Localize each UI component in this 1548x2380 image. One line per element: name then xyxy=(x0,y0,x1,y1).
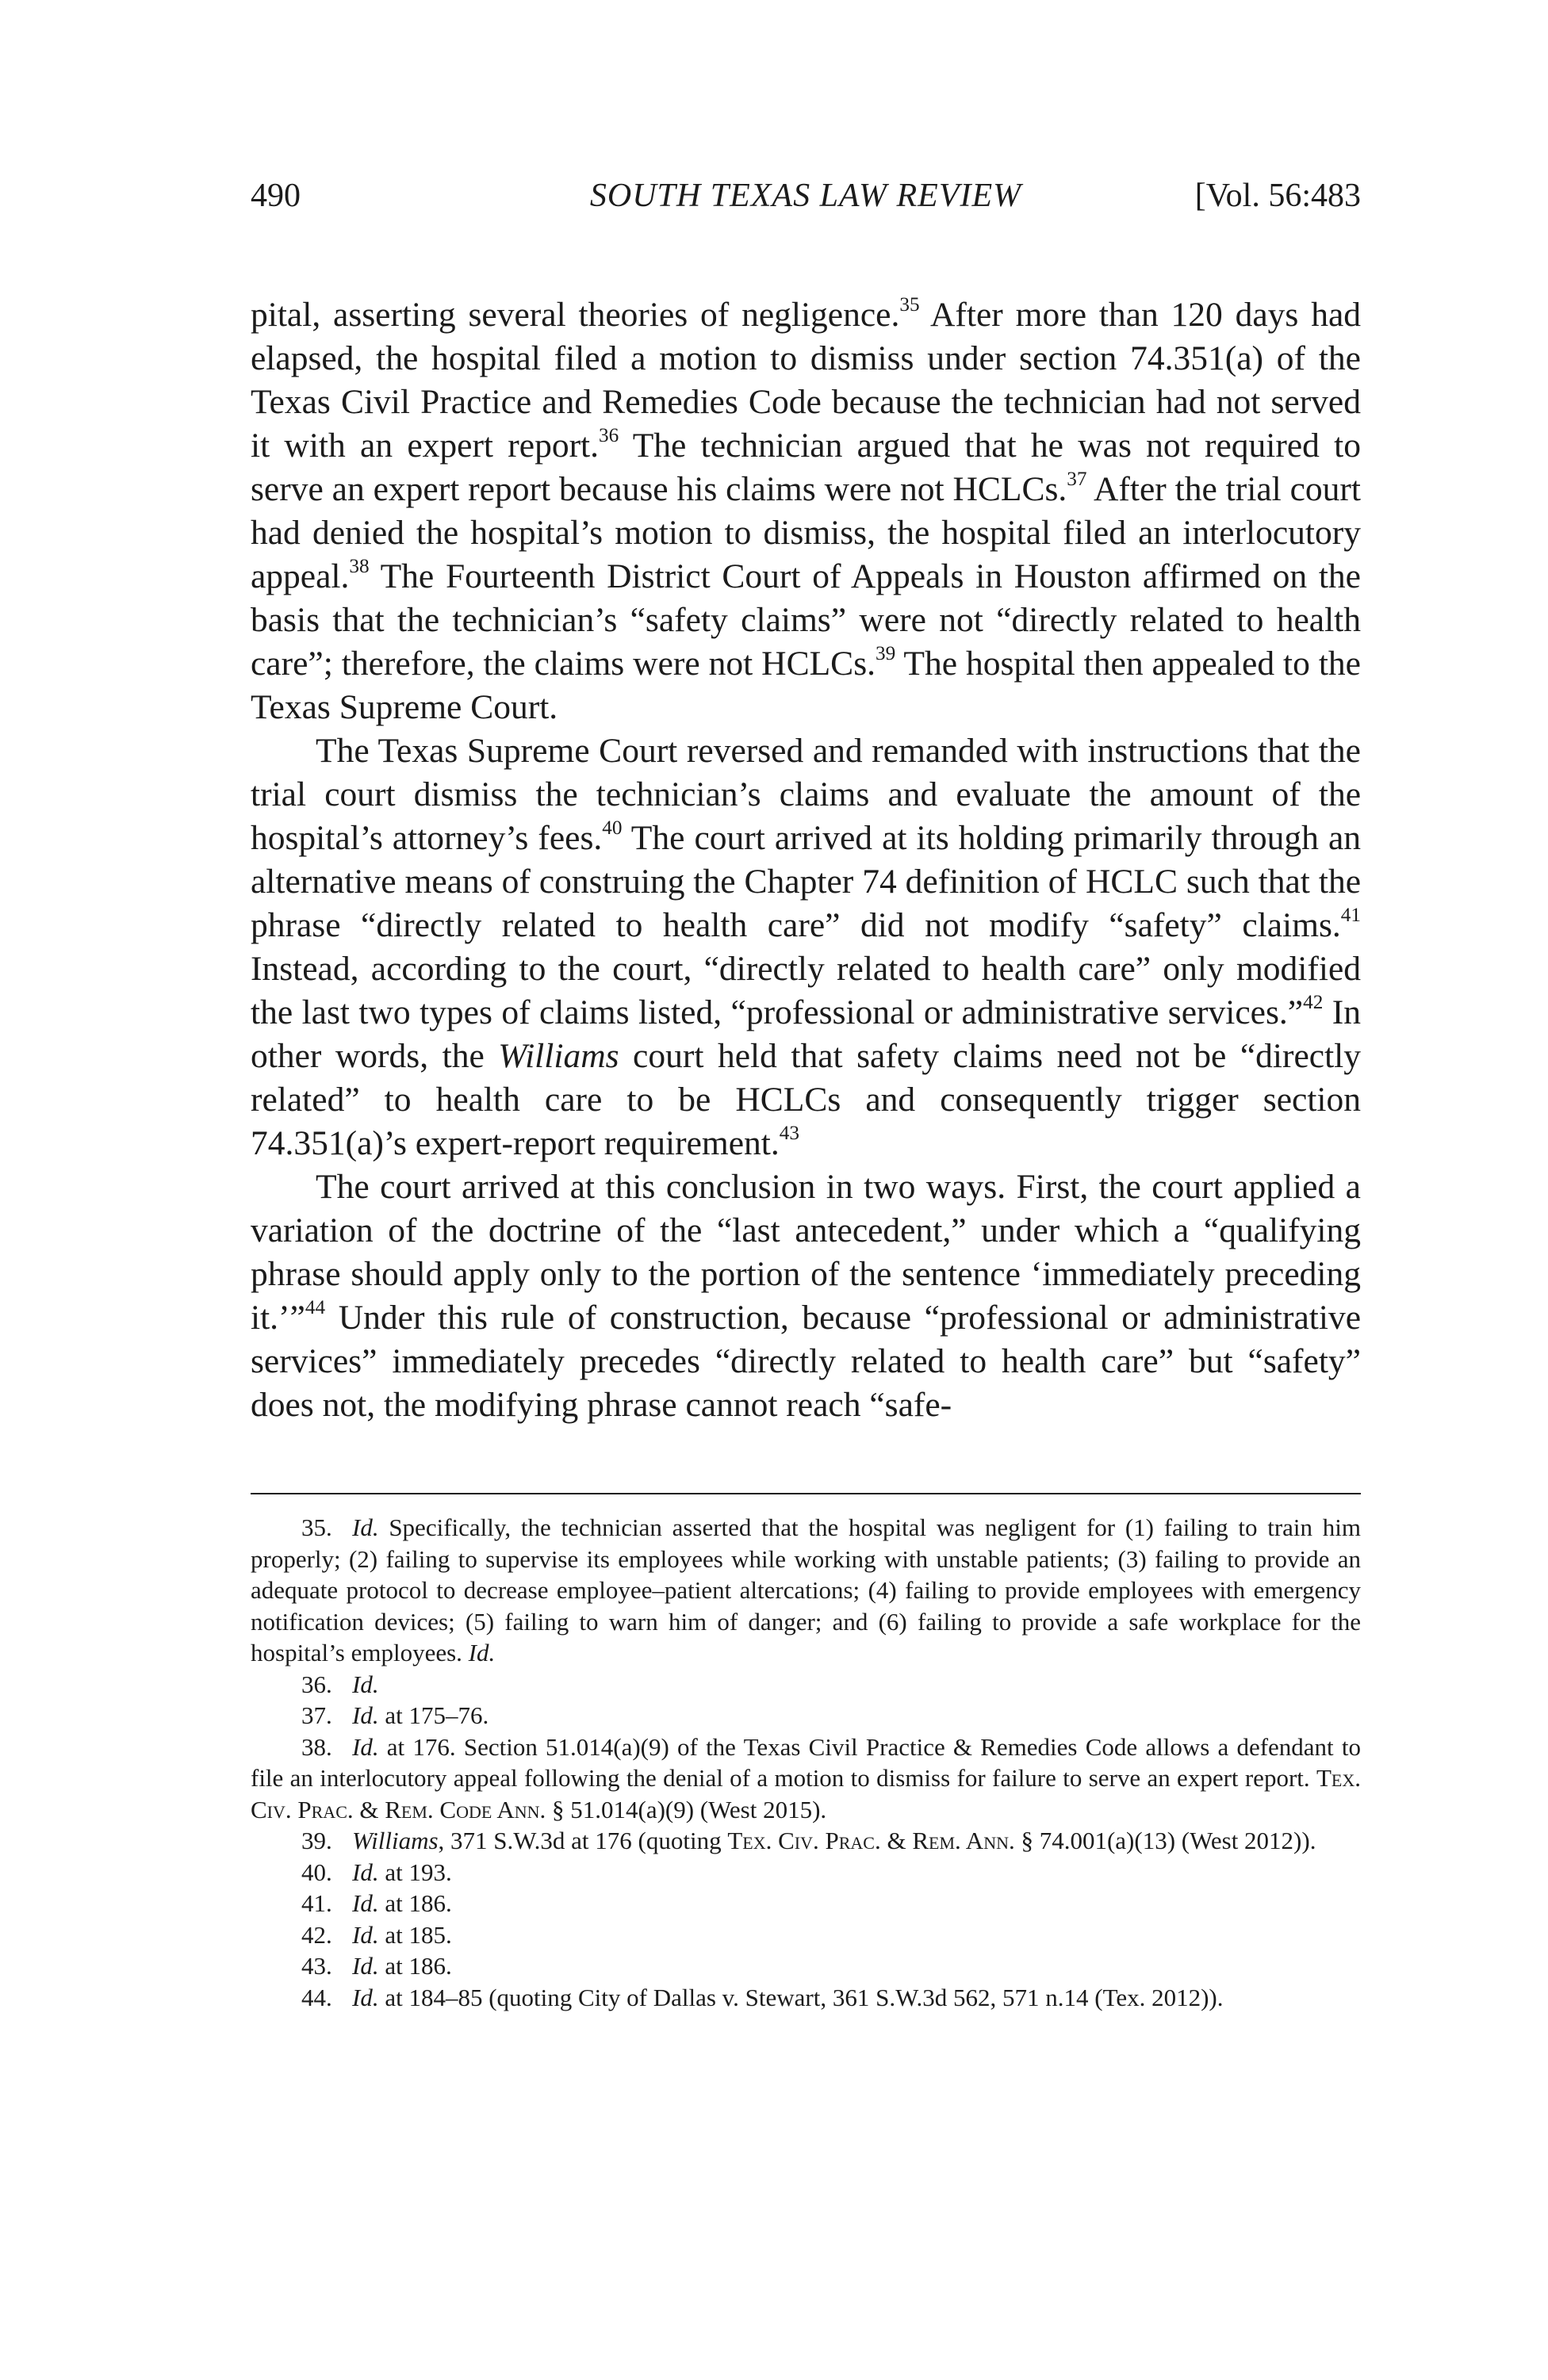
footnote-text: at 176. Section 51.014(a)(9) of the Texas Civil Practice & Remedies Code allows a defendant to file an interlocutory appeal following the denial of a motion to dismiss for failure to serve an expert report. xyxy=(251,1732,1361,1792)
footnote-number: 39. xyxy=(301,1827,332,1854)
footnote-ref-44[interactable]: 44 xyxy=(305,1297,326,1319)
id-signal: Id. xyxy=(352,1983,379,2011)
paragraph-3 xyxy=(251,1165,1361,1427)
id-signal: Id. xyxy=(352,1889,379,1917)
page-number: 490 xyxy=(251,178,301,214)
footnote-text: at 184–85 (quoting City of Dallas v. Stewart, 361 S.W.3d 562, 571 n.14 (Tex. 2012)). xyxy=(378,1983,1224,2011)
paragraph-2 xyxy=(251,729,1361,1165)
footnote-text: at 175–76. xyxy=(378,1701,489,1729)
id-signal: Id. xyxy=(352,1920,379,1949)
footnote-39 xyxy=(251,1825,1361,1857)
footnote-38 xyxy=(251,1731,1361,1826)
footnote-number: 42. xyxy=(301,1920,332,1949)
id-signal: Id. xyxy=(352,1952,379,1980)
footnote-44 xyxy=(251,1982,1361,2014)
paragraph-1 xyxy=(251,293,1361,729)
footnote-36 xyxy=(251,1669,1361,1701)
footnote-number: 35. xyxy=(301,1513,332,1541)
footnote-35 xyxy=(251,1512,1361,1669)
footnote-divider xyxy=(251,1493,1361,1494)
footnote-ref-37[interactable]: 37 xyxy=(1067,469,1087,491)
footnote-text: at 186. xyxy=(378,1889,452,1917)
footnote-42 xyxy=(251,1919,1361,1951)
text-run: Under this rule of construction, because “professional or administrative services” immediately precedes “directly related to health care” but “safety” does not, the modifying phrase cannot reach “safe- xyxy=(251,1299,1361,1424)
id-signal: Id. xyxy=(352,1732,379,1761)
footnote-number: 41. xyxy=(301,1889,332,1917)
id-signal: Id. xyxy=(468,1639,496,1666)
running-header xyxy=(251,176,1361,216)
footnote-40 xyxy=(251,1857,1361,1888)
footnote-ref-41[interactable]: 41 xyxy=(1340,905,1361,927)
footnote-ref-42[interactable]: 42 xyxy=(1303,992,1324,1014)
text-run: The technician argued that he was not required to serve an expert report because his claims were not HCLCs. xyxy=(251,427,1361,508)
statute-citation: Tex. Civ. Prac. & Rem. Ann. xyxy=(727,1827,1015,1854)
text-run: court held that safety claims need not be “directly related” to health care to be HCLCs and consequently trigger section 74.351(a)’s expert-report requirement. xyxy=(251,1037,1361,1162)
statute-citation: Tex. Civ. Prac. & Rem. Code Ann. xyxy=(251,1764,1361,1823)
footnote-text: Specifically, the technician asserted that the hospital was negligent for (1) failing to train him properly; (2) failing to supervise its employees while working with unstable patients; (3) failing to provide an adequate protocol to decrease employee–patient altercations; (4) failing to provide employees with emergency notification devices; (5) failing to warn him of danger; and (6) failing to provide a safe workplace for the hospital’s employees. xyxy=(251,1513,1361,1666)
footnote-41 xyxy=(251,1888,1361,1919)
footnote-ref-40[interactable]: 40 xyxy=(602,817,623,840)
case-name: Williams xyxy=(498,1037,619,1075)
id-signal: Id. xyxy=(352,1670,379,1698)
footnote-text: at 185. xyxy=(378,1920,452,1949)
text-run: The Fourteenth District Court of Appeals in Houston affirmed on the basis that the technician’s “safety claims” were not “directly related to health care”; therefore, the claims were not HCLCs. xyxy=(251,557,1361,683)
id-signal: Id. xyxy=(352,1858,379,1886)
text-run: pital, asserting several theories of negligence. xyxy=(251,296,900,334)
footnote-43 xyxy=(251,1950,1361,1982)
footnote-ref-36[interactable]: 36 xyxy=(599,425,619,447)
footnote-text: at 193. xyxy=(378,1858,452,1886)
main-text xyxy=(251,293,1361,1427)
footnote-number: 44. xyxy=(301,1983,332,2011)
text-run: After the trial court had denied the hospital’s motion to dismiss, the hospital filed an interlocutory appeal. xyxy=(251,470,1362,595)
footnote-text: at 186. xyxy=(378,1952,452,1980)
volume-citation: [Vol. 56:483 xyxy=(1194,178,1361,214)
text-run: The Texas Supreme Court reversed and remanded with instructions that the trial court dismiss the technician’s claims and evaluate the amount of the hospital’s attorney’s fees. xyxy=(251,732,1361,857)
footnote-ref-39[interactable]: 39 xyxy=(876,643,896,665)
footnote-text: , 371 S.W.3d at 176 (quoting xyxy=(438,1827,728,1854)
footnote-37 xyxy=(251,1700,1361,1731)
text-run: Instead, according to the court, “directly related to health care” only modified the last two types of claims listed, “professional or administrative services.” xyxy=(251,950,1361,1031)
footnote-ref-43[interactable]: 43 xyxy=(779,1123,799,1145)
id-signal: Id. xyxy=(352,1513,379,1541)
footnote-text: § 51.014(a)(9) (West 2015). xyxy=(546,1795,827,1823)
text-run: The court arrived at this conclusion in two ways. First, the court applied a variation of the doctrine of the “last antecedent,” under which a “qualifying phrase should apply only to the portion of the sentence ‘immediately preceding it.’” xyxy=(251,1168,1361,1337)
footnote-ref-38[interactable]: 38 xyxy=(349,556,370,578)
footnotes xyxy=(251,1512,1361,2013)
footnote-number: 40. xyxy=(301,1858,332,1886)
footnote-text: § 74.001(a)(13) (West 2012)). xyxy=(1014,1827,1316,1854)
footnote-number: 37. xyxy=(301,1701,332,1729)
text-run: The hospital then appealed to the Texas Supreme Court. xyxy=(251,645,1361,726)
text-run: After more than 120 days had elapsed, the hospital filed a motion to dismiss under section 74.351(a) of the Texas Civil Practice and Remedies Code because the technician had not served it with an expert report. xyxy=(251,296,1361,465)
footnote-number: 43. xyxy=(301,1952,332,1980)
footnote-ref-35[interactable]: 35 xyxy=(899,294,920,316)
journal-title: SOUTH TEXAS LAW REVIEW xyxy=(589,178,1022,214)
case-name: Williams xyxy=(352,1827,439,1854)
id-signal: Id. xyxy=(352,1701,379,1729)
text-run: The court arrived at its holding primarily through an alternative means of construing the Chapter 74 definition of HCLC such that the phrase “directly related to health care” did not modify “safety” claims. xyxy=(251,819,1361,944)
footnote-number: 36. xyxy=(301,1670,332,1698)
text-run: In other words, the xyxy=(251,993,1361,1075)
footnote-number: 38. xyxy=(301,1732,332,1761)
